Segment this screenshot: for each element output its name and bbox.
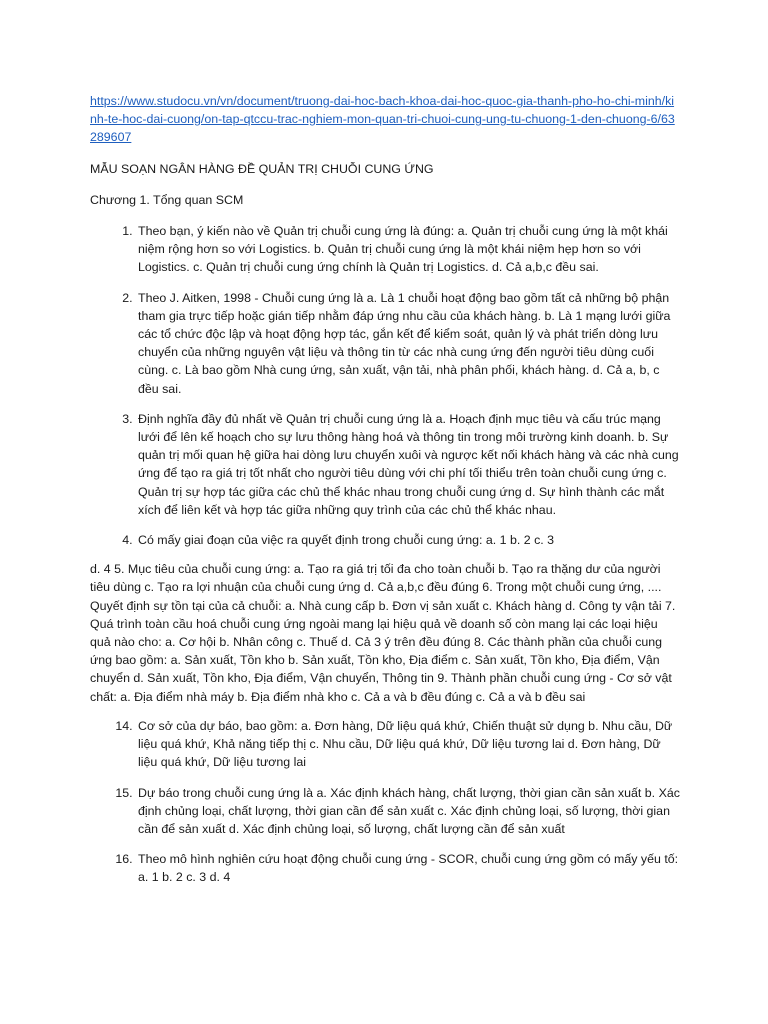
list-item: 3. Định nghĩa đầy đủ nhất về Quản trị chuỗi cung ứng là a. Hoạch định mục tiêu và cấu trúc mạng lưới để lên kế hoạch cho sự lưu thông hàng hoá và thông tin trong môi trường kinh doanh. b. Sự quản trị mối quan hệ giữa hai dòng lưu chuyển xuôi và ngược kết nối khách hàng và các nhà cung ứng để tạo ra giá trị tốt nhất cho người tiêu dùng với chi phí tối thiểu trên toàn chuỗi cung ứng c. Quản trị sự hợp tác giữa các chủ thể khác nhau trong chuỗi cung ứng d. Sự hình thành các mắt xích để liên kết và hợp tác giữa những quy trình của các chủ thể khác nhau. bbox=[136, 410, 680, 519]
list-item: 16. Theo mô hình nghiên cứu hoạt động chuỗi cung ứng - SCOR, chuỗi cung ứng gồm có mấy yếu tố: a. 1 b. 2 c. 3 d. 4 bbox=[136, 850, 680, 886]
question-list-2 bbox=[90, 717, 680, 887]
list-item: 4. Có mấy giai đoạn của việc ra quyết định trong chuỗi cung ứng: a. 1 b. 2 c. 3 bbox=[136, 531, 680, 549]
source-link[interactable]: https://www.studocu.vn/vn/document/truong-dai-hoc-bach-khoa-dai-hoc-quoc-gia-thanh-pho-ho-chi-minh/kinh-te-hoc-dai-cuong/on-tap-qtccu-trac-nghiem-mon-quan-tri-chuoi-cung-ung-tu-chuong-1-den-chuong-6/63289607 bbox=[90, 94, 675, 145]
chapter-heading: Chương 1. Tổng quan SCM bbox=[90, 192, 244, 207]
document-title: MẪU SOẠN NGÂN HÀNG ĐỀ QUẢN TRỊ CHUỖI CUNG ỨNG bbox=[90, 161, 434, 176]
list-item: 1. Theo bạn, ý kiến nào về Quản trị chuỗi cung ứng là đúng: a. Quản trị chuỗi cung ứng là một khái niệm rộng hơn so với Logistics. b. Quản trị chuỗi cung ứng là một khái niệm hẹp hơn so với Logistics. c. Quản trị chuỗi cung ứng chính là Quản trị Logistics. d. Cả a,b,c đều sai. bbox=[136, 222, 680, 277]
list-item: 15. Dự báo trong chuỗi cung ứng là a. Xác định khách hàng, chất lượng, thời gian cần sản xuất b. Xác định chủng loại, chất lượng, thời gian cần để sản xuất c. Xác định chủng loại, số lượng, thời gian cần để sản xuất d. Xác định chủng loại, số lượng, chất lượng cần để sản xuất bbox=[136, 784, 680, 839]
list-item: 14. Cơ sở của dự báo, bao gồm: a. Đơn hàng, Dữ liệu quá khứ, Chiến thuật sử dụng b. Nhu cầu, Dữ liệu quá khứ, Khả năng tiếp thị c. Nhu cầu, Dữ liệu quá khứ, Dữ liệu tương lai d. Đơn hàng, Dữ liệu quá khứ, Dữ liệu tương lai bbox=[136, 717, 680, 772]
question-list-1 bbox=[90, 222, 680, 549]
body-paragraph: d. 4 5. Mục tiêu của chuỗi cung ứng: a. Tạo ra giá trị tối đa cho toàn chuỗi b. Tạo ra thặng dư của người tiêu dùng c. Tạo ra lợi nhuận của chuỗi cung ứng d. Cả a,b,c đều đúng 6. Trong một chuỗi cung ứng, .... Quyết định sự tồn tại của cả chuỗi: a. Nhà cung cấp b. Đơn vị sản xuất c. Khách hàng d. Công ty vận tải 7. Quá trình toàn cầu hoá chuỗi cung ứng ngoài mang lại hiệu quả về doanh số còn mang lại các loại hiệu quả nào cho: a. Cơ hội b. Nhân công c. Thuế d. Cả 3 ý trên đều đúng 8. Các thành phần của chuỗi cung ứng bao gồm: a. Sản xuất, Tồn kho b. Sản xuất, Tồn kho, Địa điểm c. Sản xuất, Tồn kho, Địa điểm, Vận chuyển d. Sản xuất, Tồn kho, Địa điểm, Vận chuyển, Thông tin 9. Thành phần chuỗi cung ứng - Cơ sở vật chất: a. Địa điểm nhà máy b. Địa điểm nhà kho c. Cả a và b đều đúng c. Cả a và b đều sai bbox=[90, 562, 676, 704]
list-item: 2. Theo J. Aitken, 1998 - Chuỗi cung ứng là a. Là 1 chuỗi hoạt động bao gồm tất cả những bộ phận tham gia trực tiếp hoặc gián tiếp nhằm đáp ứng nhu cầu của khách hàng. b. Là 1 mạng lưới giữa các tổ chức độc lập và hoạt động hợp tác, gắn kết để kiểm soát, quản lý và phát triển dòng lưu chuyển của những nguyên vật liệu và thông tin từ các nhà cung ứng đến người tiêu dùng cuối cùng. c. Là bao gồm Nhà cung ứng, sản xuất, vận tải, nhà phân phối, khách hàng. d. Cả a, b, c đều sai. bbox=[136, 289, 680, 398]
